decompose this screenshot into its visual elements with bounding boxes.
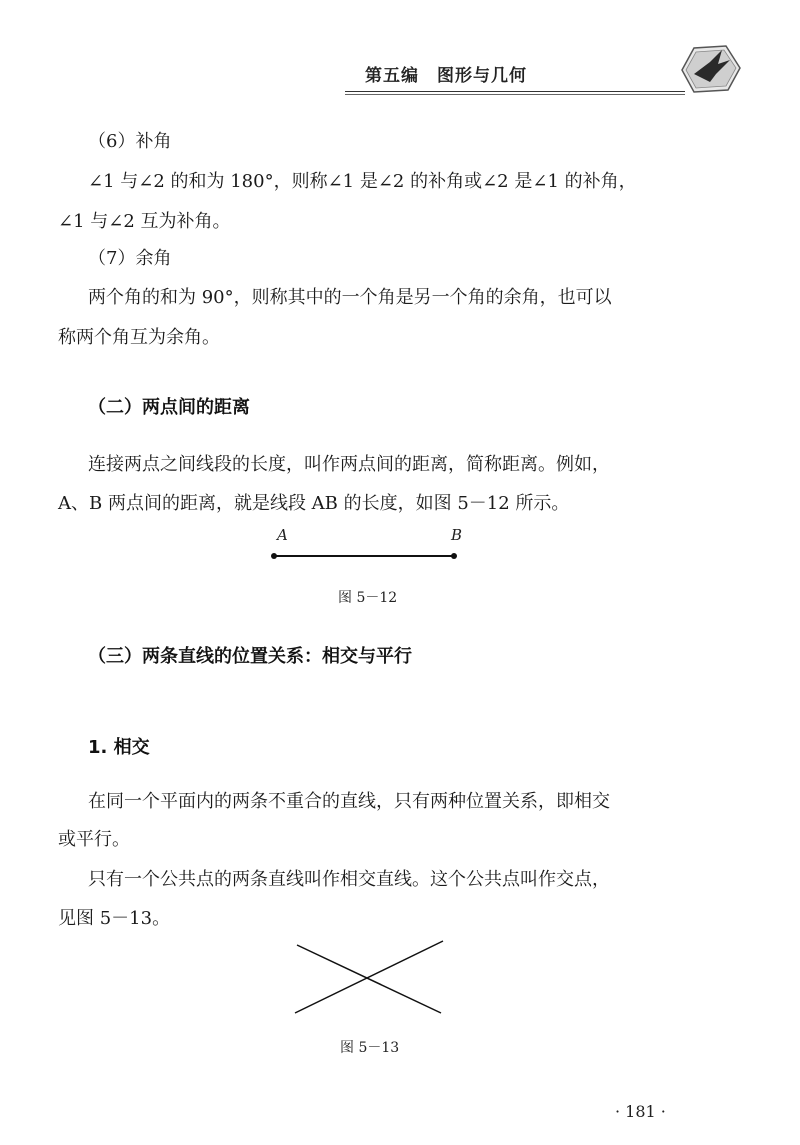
header-rule	[345, 91, 685, 92]
line-1	[297, 945, 441, 1013]
section-7-paragraph-line-2: 称两个角互为余角。	[58, 327, 220, 348]
section-3-heading: （三）两条直线的位置关系：相交与平行	[88, 646, 412, 667]
point-b	[451, 553, 457, 559]
figure-5-13-caption: 图 5－13	[340, 1040, 400, 1056]
section-6-paragraph-line-2: ∠1 与∠2 互为补角。	[58, 211, 231, 232]
section-2-heading: （二）两点间的距离	[88, 397, 250, 418]
figure-5-12-caption: 图 5－12	[338, 590, 398, 606]
figure-5-13-intersecting-lines	[285, 935, 455, 1025]
section-7-paragraph-line-1: 两个角的和为 90°，则称其中的一个角是另一个角的余角，也可以	[88, 287, 612, 308]
section-6-heading: （6）补角	[88, 131, 172, 152]
bird-emblem-icon	[672, 40, 744, 100]
point-a-label: A	[277, 526, 288, 544]
line-2	[295, 941, 443, 1013]
subsection-1-paragraph-line-4: 见图 5－13。	[58, 908, 171, 929]
section-2-paragraph-line-1: 连接两点之间线段的长度，叫作两点间的距离，简称距离。例如，	[88, 454, 610, 475]
subsection-1-paragraph-line-3: 只有一个公共点的两条直线叫作相交直线。这个公共点叫作交点，	[88, 869, 610, 890]
point-b-label: B	[451, 526, 463, 544]
header-rule-thin	[345, 94, 685, 95]
chapter-header-title: 第五编 图形与几何	[365, 66, 527, 86]
point-a	[271, 553, 277, 559]
subsection-1-paragraph-line-2: 或平行。	[58, 829, 130, 850]
subsection-1-heading: 1. 相交	[88, 737, 150, 758]
section-2-paragraph-line-2: A、B 两点间的距离，就是线段 AB 的长度，如图 5－12 所示。	[58, 493, 570, 514]
section-6-paragraph-line-1: ∠1 与∠2 的和为 180°，则称∠1 是∠2 的补角或∠2 是∠1 的补角，	[88, 171, 637, 192]
figure-5-12-segment	[255, 520, 475, 570]
page-number: · 181 ·	[615, 1102, 666, 1121]
section-7-heading: （7）余角	[88, 248, 172, 269]
subsection-1-paragraph-line-1: 在同一个平面内的两条不重合的直线，只有两种位置关系，即相交	[88, 791, 610, 812]
